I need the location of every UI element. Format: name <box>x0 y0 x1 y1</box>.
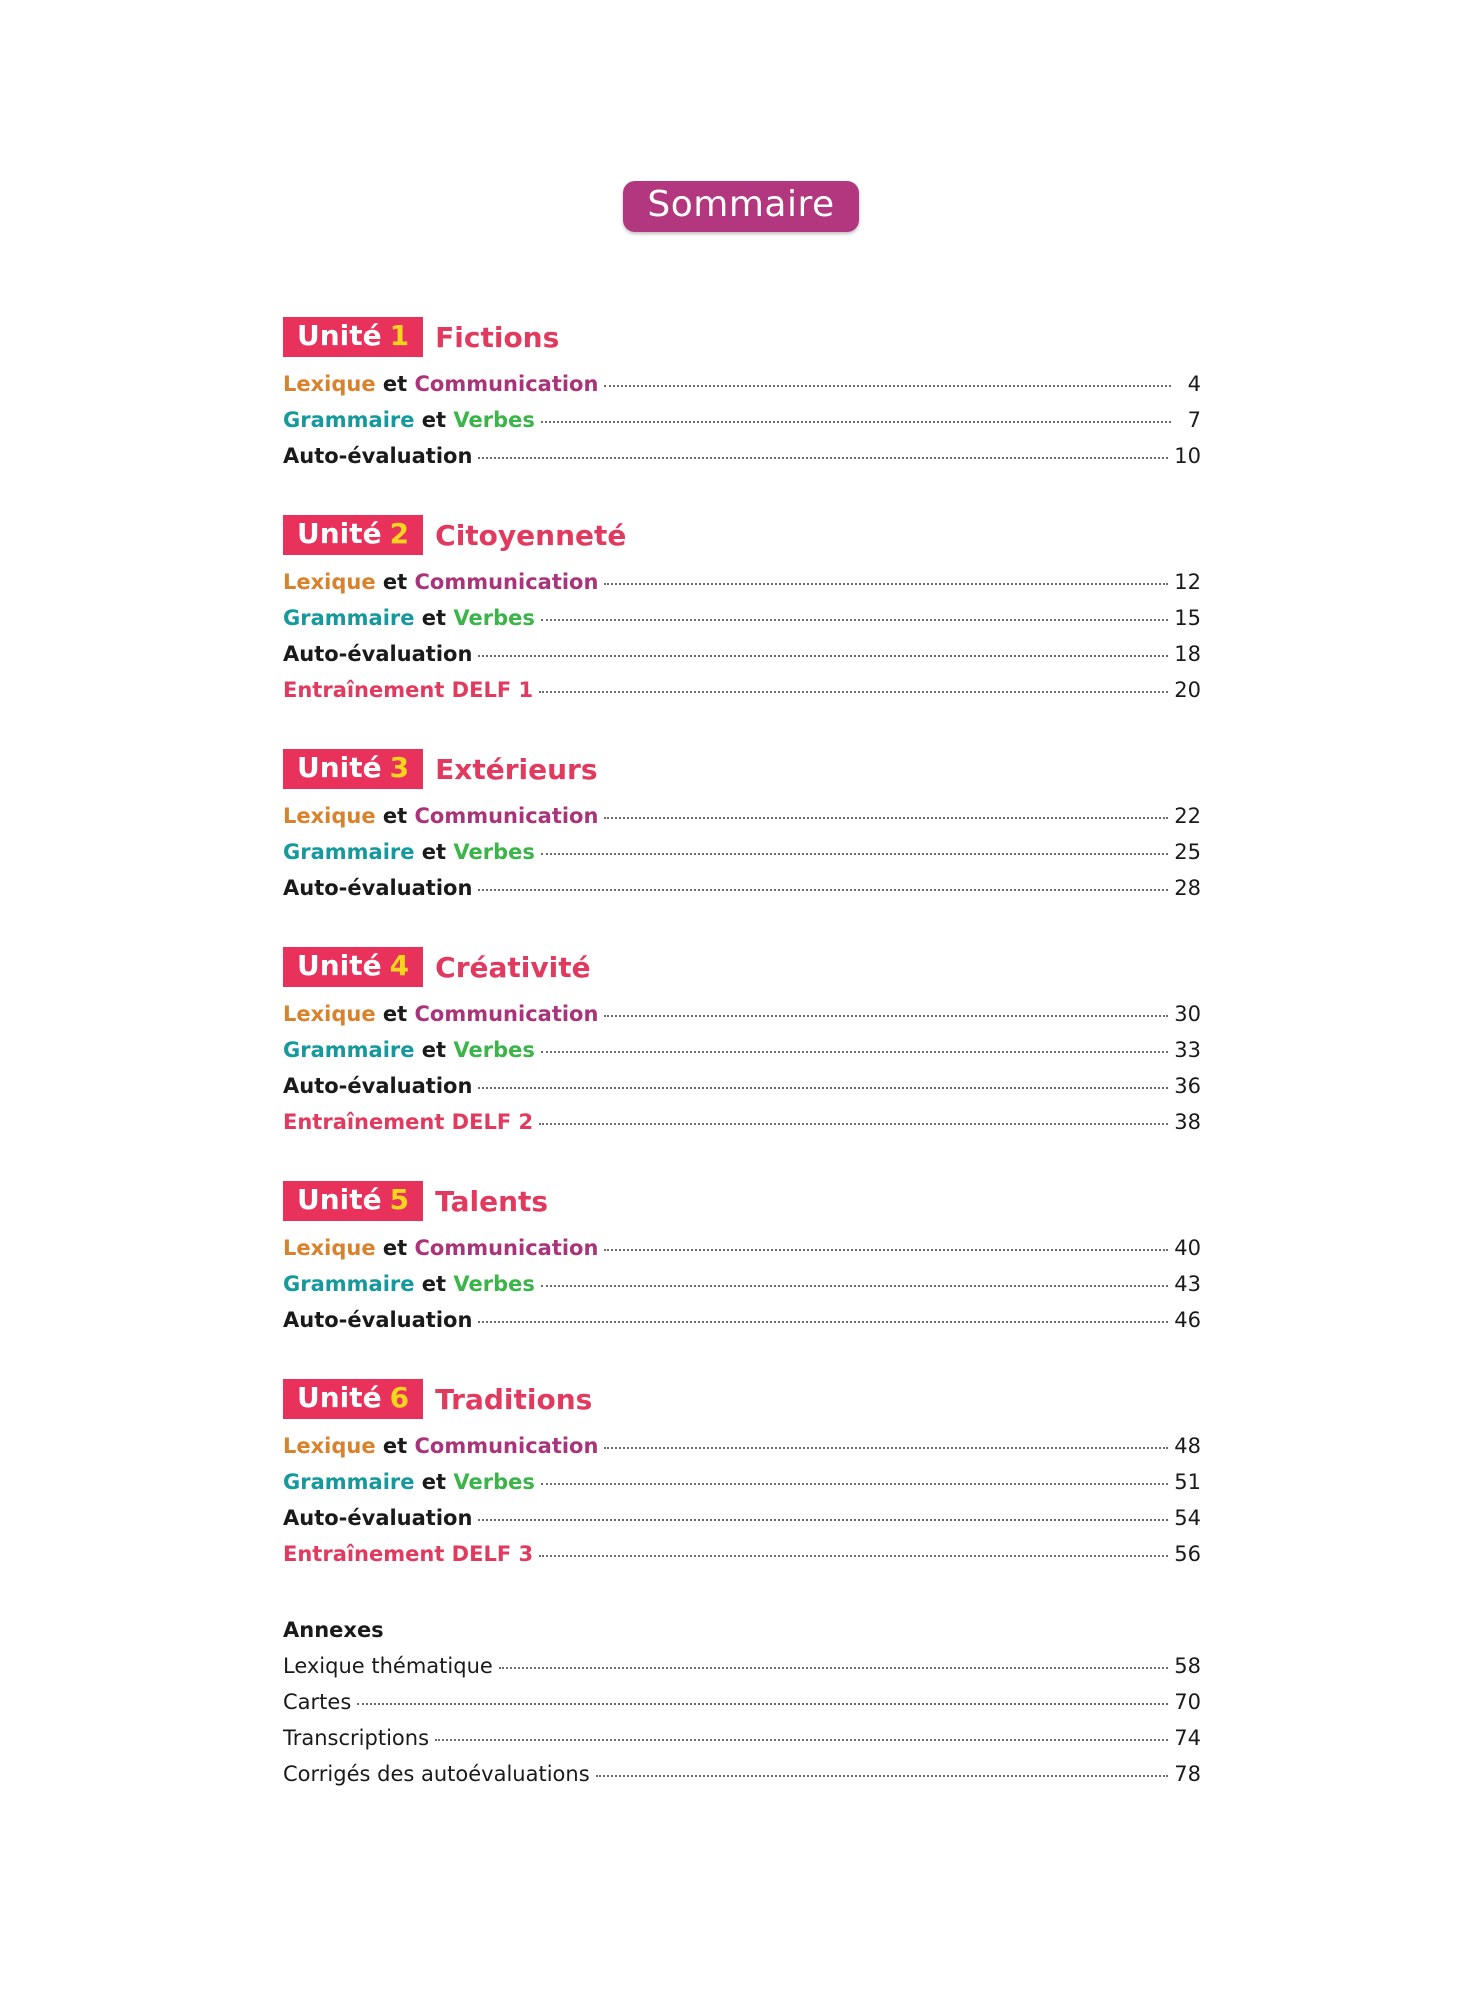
toc-entry-part: Verbes <box>453 1038 535 1062</box>
toc-entry-label <box>283 366 598 402</box>
page-number: 78 <box>1174 1762 1201 1786</box>
toc-entry-part: Verbes <box>453 408 535 432</box>
toc-entry-label: Corrigés des autoévaluations <box>283 1762 590 1786</box>
dot-leader <box>435 1739 1168 1741</box>
toc-row[interactable] <box>283 438 1201 474</box>
toc-entry-part: Entraînement DELF 1 <box>283 678 534 702</box>
page-number: 7 <box>1187 408 1201 432</box>
unit-section <box>283 514 1201 708</box>
toc-row[interactable] <box>283 1428 1201 1464</box>
dot-leader <box>541 1285 1168 1287</box>
toc-row[interactable] <box>283 600 1201 636</box>
toc-entry-part: et <box>414 1272 454 1296</box>
dot-leader <box>604 1015 1168 1017</box>
toc-row[interactable] <box>283 564 1201 600</box>
toc-row[interactable] <box>283 834 1201 870</box>
toc-row[interactable] <box>283 798 1201 834</box>
page-number: 20 <box>1174 678 1201 702</box>
unit-section <box>283 1180 1201 1338</box>
toc-entry-label <box>283 1428 598 1464</box>
page-number: 4 <box>1187 372 1201 396</box>
dot-leader <box>478 457 1168 459</box>
toc-row[interactable] <box>283 1536 1201 1572</box>
toc-row[interactable] <box>283 1104 1201 1140</box>
toc-entry-part: Verbes <box>453 1272 535 1296</box>
toc-entry-label <box>283 1266 535 1302</box>
toc-entry-label <box>283 672 533 708</box>
toc-entry-part: Lexique <box>283 1002 376 1026</box>
page-number: 54 <box>1174 1506 1201 1530</box>
toc-row[interactable] <box>283 1720 1201 1756</box>
toc-row[interactable] <box>283 1032 1201 1068</box>
toc-row[interactable] <box>283 1464 1201 1500</box>
toc-entry-label <box>283 996 598 1032</box>
unit-number: 1 <box>389 319 410 352</box>
dot-leader <box>604 385 1171 387</box>
page-number: 48 <box>1174 1434 1201 1458</box>
unit-label: Unité <box>297 1381 382 1414</box>
toc-entry-part: Communication <box>414 1236 599 1260</box>
toc-row[interactable] <box>283 1302 1201 1338</box>
dot-leader <box>541 1051 1168 1053</box>
toc-entry-label <box>283 834 535 870</box>
toc-entry-part: et <box>414 1038 454 1062</box>
toc-row[interactable] <box>283 366 1201 402</box>
unit-heading <box>283 946 1201 988</box>
toc-entry-label <box>283 1500 472 1536</box>
toc-row[interactable] <box>283 1068 1201 1104</box>
unit-badge <box>283 317 423 357</box>
toc-entry-part: Grammaire <box>283 840 415 864</box>
toc-row[interactable] <box>283 1266 1201 1302</box>
unit-badge <box>283 749 423 789</box>
dot-leader <box>357 1703 1168 1705</box>
page-number: 51 <box>1174 1470 1201 1494</box>
unit-name: Créativité <box>435 950 591 984</box>
toc-entry-part: Entraînement DELF 2 <box>283 1110 534 1134</box>
toc-entry-part: et <box>375 372 415 396</box>
title-area <box>0 181 1482 232</box>
toc-entry-part: Lexique <box>283 1434 376 1458</box>
unit-number: 6 <box>389 1381 410 1414</box>
unit-label: Unité <box>297 949 382 982</box>
unit-heading <box>283 748 1201 790</box>
toc-row[interactable] <box>283 636 1201 672</box>
toc-entry-part: Auto-évaluation <box>283 1308 473 1332</box>
unit-section <box>283 1378 1201 1572</box>
toc-entry-part: et <box>375 1236 415 1260</box>
page-number: 40 <box>1174 1236 1201 1260</box>
dot-leader <box>541 619 1168 621</box>
dot-leader <box>604 1249 1168 1251</box>
dot-leader <box>604 817 1168 819</box>
toc-entry-part: et <box>375 1002 415 1026</box>
annexes-title: Annexes <box>283 1618 384 1642</box>
page-number: 74 <box>1174 1726 1201 1750</box>
dot-leader <box>539 1123 1168 1125</box>
toc-entry-label <box>283 1536 533 1572</box>
dot-leader <box>478 1519 1168 1521</box>
unit-section <box>283 748 1201 906</box>
page-number: 10 <box>1174 444 1201 468</box>
toc-entry-part: Grammaire <box>283 408 415 432</box>
unit-label: Unité <box>297 751 382 784</box>
unit-number: 2 <box>389 517 410 550</box>
page-number: 36 <box>1174 1074 1201 1098</box>
toc-entry-label <box>283 564 598 600</box>
dot-leader <box>499 1667 1168 1669</box>
dot-leader <box>478 655 1168 657</box>
toc-entry-part: Communication <box>414 1434 599 1458</box>
toc-entry-part: et <box>414 1470 454 1494</box>
toc-row[interactable] <box>283 870 1201 906</box>
unit-heading <box>283 514 1201 556</box>
page-number: 46 <box>1174 1308 1201 1332</box>
unit-number: 3 <box>389 751 410 784</box>
toc-entry-part: et <box>375 570 415 594</box>
toc-entry-part: Communication <box>414 372 599 396</box>
page-number: 33 <box>1174 1038 1201 1062</box>
annexes-section <box>283 1612 1201 1792</box>
toc-entry-label <box>283 1302 472 1338</box>
toc-row[interactable] <box>283 672 1201 708</box>
unit-badge <box>283 1181 423 1221</box>
toc-entry-label <box>283 870 472 906</box>
toc-row[interactable] <box>283 1684 1201 1720</box>
page-number: 28 <box>1174 876 1201 900</box>
page-number: 15 <box>1174 606 1201 630</box>
unit-heading <box>283 1180 1201 1222</box>
toc-row[interactable] <box>283 1500 1201 1536</box>
unit-name: Fictions <box>435 320 560 354</box>
unit-section <box>283 316 1201 474</box>
dot-leader <box>539 1555 1168 1557</box>
toc-entry-label <box>283 1032 535 1068</box>
page-number: 56 <box>1174 1542 1201 1566</box>
toc-entry-part: Auto-évaluation <box>283 444 473 468</box>
toc-row[interactable] <box>283 402 1201 438</box>
toc-entry-label <box>283 600 535 636</box>
toc-entry-label <box>283 1068 472 1104</box>
page-number: 38 <box>1174 1110 1201 1134</box>
unit-heading <box>283 1378 1201 1420</box>
dot-leader <box>478 1321 1168 1323</box>
toc-entry-part: et <box>414 408 454 432</box>
unit-name: Extérieurs <box>435 752 598 786</box>
toc-entry-label: Transcriptions <box>283 1726 430 1750</box>
toc-entry-part: Communication <box>414 1002 599 1026</box>
page-number: 12 <box>1174 570 1201 594</box>
toc-entry-label <box>283 402 535 438</box>
toc-entry-part: et <box>414 606 454 630</box>
toc-entry-label <box>283 798 598 834</box>
dot-leader <box>596 1775 1169 1777</box>
unit-section <box>283 946 1201 1140</box>
page-number: 18 <box>1174 642 1201 666</box>
page-number: 25 <box>1174 840 1201 864</box>
dot-leader <box>604 583 1168 585</box>
toc-entry-part: Lexique <box>283 570 376 594</box>
dot-leader <box>478 1087 1168 1089</box>
page-number: 58 <box>1174 1654 1201 1678</box>
toc-entry-part: et <box>414 840 454 864</box>
toc-entry-label <box>283 438 472 474</box>
dot-leader <box>541 1483 1168 1485</box>
unit-badge <box>283 947 423 987</box>
toc-entry-part: Verbes <box>453 1470 535 1494</box>
toc-entry-part: Communication <box>414 570 599 594</box>
toc-entry-part: et <box>375 804 415 828</box>
toc-entry-part: Communication <box>414 804 599 828</box>
dot-leader <box>604 1447 1168 1449</box>
toc-entry-part: Verbes <box>453 840 535 864</box>
dot-leader <box>541 853 1168 855</box>
dot-leader <box>539 691 1168 693</box>
toc-entry-part: Auto-évaluation <box>283 1074 473 1098</box>
unit-label: Unité <box>297 1183 382 1216</box>
toc-entry-part: et <box>375 1434 415 1458</box>
toc-entry-part: Entraînement DELF 3 <box>283 1542 534 1566</box>
unit-number: 5 <box>389 1183 410 1216</box>
toc-entry-label <box>283 1230 598 1266</box>
toc-entry-label: Cartes <box>283 1690 352 1714</box>
unit-label: Unité <box>297 517 382 550</box>
toc-entry-label: Lexique thématique <box>283 1654 493 1678</box>
dot-leader <box>478 889 1168 891</box>
toc-entry-label <box>283 1464 535 1500</box>
toc-entry-label <box>283 636 472 672</box>
toc-entry-part: Verbes <box>453 606 535 630</box>
unit-badge <box>283 515 423 555</box>
unit-label: Unité <box>297 319 382 352</box>
toc-entry-part: Grammaire <box>283 606 415 630</box>
toc-row[interactable] <box>283 1648 1201 1684</box>
toc-entry-part: Auto-évaluation <box>283 642 473 666</box>
toc-entry-part: Grammaire <box>283 1272 415 1296</box>
toc-entry-part: Lexique <box>283 804 376 828</box>
unit-name: Traditions <box>435 1382 593 1416</box>
page-title: Sommaire <box>623 181 858 232</box>
page-number: 70 <box>1174 1690 1201 1714</box>
toc-entry-part: Lexique <box>283 1236 376 1260</box>
page-number: 30 <box>1174 1002 1201 1026</box>
page-number: 22 <box>1174 804 1201 828</box>
unit-number: 4 <box>389 949 410 982</box>
toc-entry-label <box>283 1104 533 1140</box>
toc-entry-part: Auto-évaluation <box>283 1506 473 1530</box>
toc-entry-part: Lexique <box>283 372 376 396</box>
toc-row[interactable] <box>283 1230 1201 1266</box>
dot-leader <box>541 421 1171 423</box>
toc-entry-part: Grammaire <box>283 1470 415 1494</box>
page-number: 43 <box>1174 1272 1201 1296</box>
unit-heading <box>283 316 1201 358</box>
toc-entry-part: Grammaire <box>283 1038 415 1062</box>
table-of-contents <box>283 316 1201 1792</box>
toc-row[interactable] <box>283 1756 1201 1792</box>
toc-row[interactable] <box>283 996 1201 1032</box>
unit-badge <box>283 1379 423 1419</box>
unit-name: Talents <box>435 1184 549 1218</box>
unit-name: Citoyenneté <box>435 518 627 552</box>
toc-entry-part: Auto-évaluation <box>283 876 473 900</box>
